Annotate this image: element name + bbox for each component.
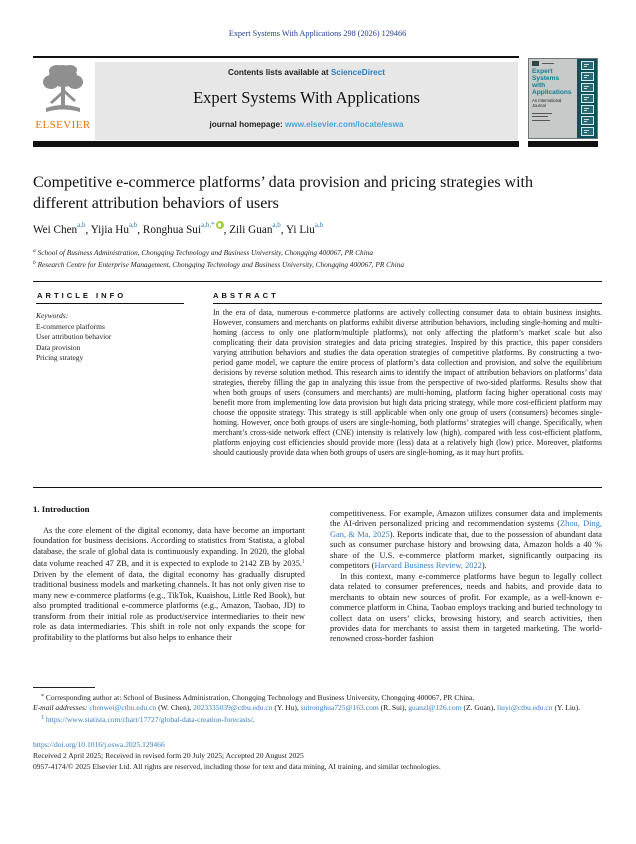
- cover-icon: [581, 72, 594, 81]
- keyword-item: User attribution behavior: [36, 332, 112, 342]
- author-affiliation-sup[interactable]: a,b: [77, 221, 86, 229]
- masthead-bottom-bar: [33, 141, 519, 147]
- elsevier-wordmark: ELSEVIER: [35, 119, 91, 131]
- affiliation-list: [33, 246, 602, 270]
- email-link[interactable]: liuyi@ctbu.edu.cn: [496, 703, 553, 713]
- abstract-text: In the era of data, numerous e-commerce platforms are actively collecting consumer data to obtain business insights. However, consumers and merchants on platforms exhibit diverse attribution behaviors, including single-homing and multi-homing (access to only one platform/multiple platforms), not only affecting the platform’s market scale but also complicating their data provision strategies and data pricing strategies. Inspired by this practice, this paper considers varying attribution behaviors and studies the data operation strategies of competitive platforms. By constructing a two-period game model, we capture the entire process of platform’s data collection and provision, and solve the equilibrium decisions by reverse solution method. This research aims to identify the impact of attribution behaviors on platforms’ data strategies, thereby filling the gap in analyzing this issue from the perspective of two-sided platforms. Results show that when both groups of users (consumers and merchants) are multi-homing, platform facing higher operational costs may benefit more from implementing low data provision but high data pricing strategy, while more cost-efficient platform may choose the opposite strategy. This strategy is still applicable when only one group of users (consumers) becomes single-homing. However, once both groups of users are single-homing, both platforms’ strategies will change. Specifically, when merchant’s cross-side network effect (CNE) intensity is relatively low (high), compared with less cost-efficient platform, platform enjoying cost efficiencies should provide more (less) data at a relatively high (low) price. Moreover, platforms should cautiously provide data when both groups of users are single-homing, as it may hurt profits.: [213, 308, 602, 457]
- copyright-line: 0957-4174/© 2025 Elsevier Ltd. All rights are reserved, including those for text and data mining, AI training, and similar technologies.: [33, 761, 441, 771]
- article-info-heading: ARTICLE INFO: [37, 291, 127, 300]
- journal-reference-link[interactable]: Expert Systems With Applications 298 (2026) 129466: [228, 29, 407, 38]
- abstract-rule: [213, 303, 602, 304]
- article-info-rule: [36, 303, 184, 304]
- intro-paragraph: competitiveness. For example, Amazon utilizes consumer data and implements the AI-driven personalized pricing and recommendation systems (Zhou, Ding, Gan, & Ma, 2025). Reports indicate that, due to the possession of abundant data such as consumer purchase history and browsing data, Amazon holds a 40 % share of the U.S. e-commerce platform market, significantly outpacing its competitors (Harvard Business Review, 2022).: [330, 509, 602, 571]
- intro-column-left: [33, 526, 305, 643]
- footnote-1: $^1$ https://www.statista.com/chart/17727/global-data-creation-forecasts/.: [41, 715, 255, 725]
- email-link[interactable]: guanzl@126.com: [408, 703, 462, 713]
- author-affiliation-sup[interactable]: a,b: [314, 221, 324, 229]
- keyword-item: Pricing strategy: [36, 353, 84, 363]
- intro-column-right: [330, 509, 602, 645]
- cover-title: Expert Systems with Applications: [532, 68, 572, 96]
- abstract-heading: ABSTRACT: [213, 291, 279, 300]
- footnote-block: [33, 692, 602, 726]
- email-link[interactable]: suironghua725@163.com: [300, 703, 379, 713]
- cover-body: [529, 59, 577, 138]
- cover-publisher-mark: [532, 61, 539, 66]
- homepage-line: [95, 120, 518, 129]
- citation-link[interactable]: Zhou, Ding, Gan, & Ma, 2025: [330, 519, 602, 539]
- cover-bottom-bar: [528, 141, 598, 147]
- cover-icon-strip: [577, 59, 597, 138]
- doi-link[interactable]: https://doi.org/10.1016/j.eswa.2025.129466: [33, 740, 165, 749]
- citation-link[interactable]: Harvard Business Review, 2022: [374, 561, 482, 571]
- author: Yi Liu$^{a,b}$: [285, 221, 324, 236]
- intro-paragraph: In this context, many e-commerce platforms have begun to legally collect data related to consumer preferences, needs and habits, and provide data to merchants to obtain new sources of profit. For example, as a well-known e-commerce platform in China, Taobao employs tracking and buried technology to collect data on users’ clicks, browsing history, and search activities, then provides data for merchants to assist them in targeted marketing. The world-renowned cross-border fashion: [330, 571, 602, 644]
- author-list: [33, 221, 602, 236]
- journal-title: Expert Systems With Applications: [193, 88, 420, 107]
- section-heading-introduction: 1. Introduction: [33, 504, 90, 514]
- keyword-item: Data provision: [36, 342, 81, 352]
- email-link[interactable]: chenwei@ctbu.edu.cn: [89, 703, 157, 713]
- divider-rule: [33, 487, 602, 488]
- cover-editor-lines: [532, 113, 577, 121]
- email-addresses-note: E-mail addresses: chenwei@ctbu.edu.cn (W. Chen), 2023335039@ctbu.edu.cn (Y. Hu), suironghua725@163.com (R. Sui), guanzl@126.com (Z. Guan), liuyi@ctbu.edu.cn (Y. Liu).: [33, 703, 581, 713]
- received-dates: Received 2 April 2025; Received in revised form 20 July 2025; Accepted 20 August 2025: [33, 750, 304, 760]
- author-affiliation-sup[interactable]: a,b,*: [201, 221, 215, 229]
- cover-icon: [581, 61, 594, 70]
- footnote-separator: [33, 687, 95, 688]
- affiliation: $^a$ School of Business Administration, Chongqing Technology and Business University, Chongqing 400067, PR China: [33, 248, 374, 257]
- keyword-item: E-commerce platforms: [36, 321, 105, 331]
- cover-icon: [581, 94, 594, 103]
- statista-link[interactable]: https://www.statista.com/chart/17727/global-data-creation-forecasts/: [45, 715, 253, 725]
- corresponding-author-note: * Corresponding author at: School of Business Administration, Chongqing Technology and Business University, Chongqing 400067, PR China.: [41, 693, 475, 702]
- cover-icon: [581, 83, 594, 92]
- imprint-block: [33, 740, 602, 772]
- affiliation: $^b$ Research Centre for Enterprise Management, Chongqing Technology and Business University, Chongqing 400067, PR China: [33, 260, 405, 269]
- orcid-icon[interactable]: [216, 221, 224, 229]
- top-rule: [33, 56, 519, 58]
- contents-prefix: Contents lists available at: [227, 68, 331, 77]
- article-title: Competitive e-commerce platforms’ data provision and pricing strategies with different attribution behaviors of users: [33, 174, 533, 212]
- elsevier-logo[interactable]: [33, 62, 93, 140]
- cover-icon: [581, 127, 594, 136]
- journal-cover-thumbnail[interactable]: [528, 58, 598, 139]
- divider-rule: [33, 281, 602, 282]
- homepage-prefix: journal homepage:: [209, 120, 286, 129]
- email-label: E-mail addresses:: [33, 703, 90, 713]
- elsevier-tree-icon: [40, 62, 86, 118]
- sciencedirect-link[interactable]: ScienceDirect: [330, 68, 385, 77]
- contents-line: [95, 68, 518, 77]
- footnote-1-marker[interactable]: 1: [302, 559, 305, 566]
- journal-homepage-link[interactable]: www.elsevier.com/locate/eswa: [285, 120, 404, 129]
- cover-icon: [581, 105, 594, 114]
- author: Wei Chen$^{a,b}$,: [33, 221, 91, 236]
- intro-paragraph: As the core element of the digital economy, data have become an important foundation for business decisions. According to statistics from Statista, a global database, the scale of global data is continuously expanding. In 2020, the global data volume reached 47 ZB, and it is expected to explode to 2142 ZB by 2035.$^1$ Driven by the element of data, the digital economy has gradually disrupted traditional business models and marketing channels. It has not only given rise to many new e-commerce platforms (e.g., TikTok, Kuaishou, Little Red Book), but also prompted traditional e-commerce platforms (e.g., Amazon, Taobao, JD) to transform from their initial role as product/service intermediaries to their new role as data intermediaries. This shift in role not only expands the scope for profitability to the platforms but also helps to enhance their: [33, 526, 305, 642]
- keywords-label: Keywords:: [36, 311, 69, 320]
- author-affiliation-sup[interactable]: a,b: [128, 221, 138, 229]
- author: Zili Guan$^{a,b}$,: [229, 221, 286, 236]
- author-affiliation-sup[interactable]: a,b: [272, 221, 281, 229]
- cover-icon: [581, 116, 594, 125]
- keywords-block: [36, 311, 186, 364]
- cover-subtitle: An International Journal: [532, 98, 562, 108]
- author: Yijia Hu$^{a,b}$,: [90, 221, 143, 236]
- email-link[interactable]: 2023335039@ctbu.edu.cn: [193, 703, 273, 713]
- author: Ronghua Sui$^{a,b,*}$ ,: [142, 221, 230, 236]
